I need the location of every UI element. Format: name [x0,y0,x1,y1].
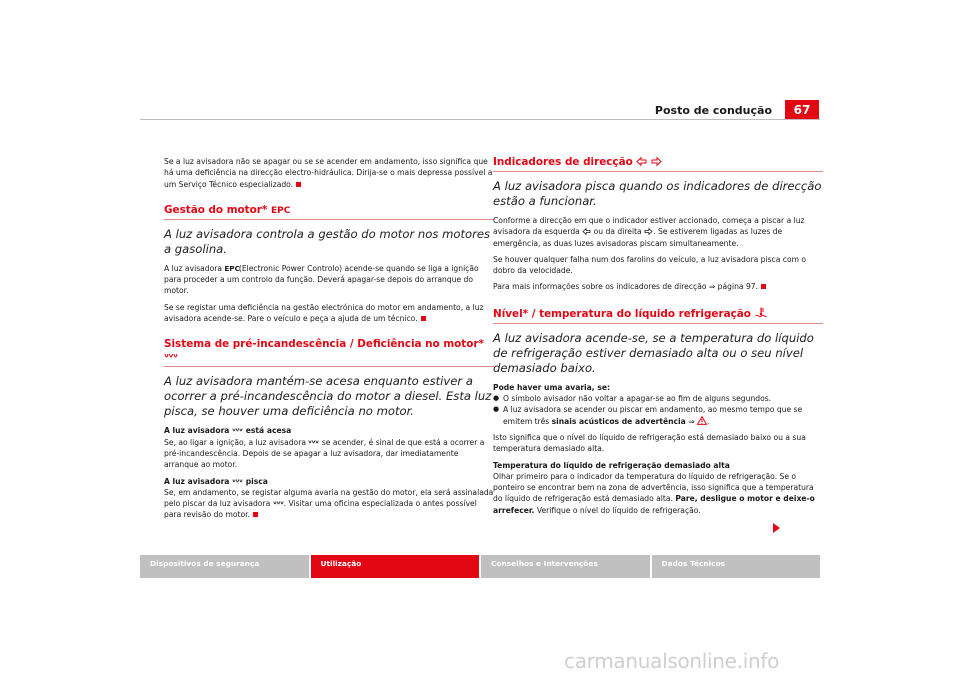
text: A luz avisadora se acender ou piscar em andamento, ao mesmo tempo que se emitem três [503,405,803,426]
bullet-list [493,393,823,427]
glow-plug-icon [232,478,243,485]
section-rule [493,323,823,324]
end-marker-icon [421,316,426,321]
text: A luz avisadora [164,426,230,436]
header-divider [140,119,820,120]
glow-plug-icon [273,500,284,507]
list-item: ● A luz avisadora se acender ou piscar em andamento, ao mesmo tempo que se emitem três sinais acústicos de advertência ⇒ . [493,404,823,427]
svg-text:EPC: EPC [270,205,291,216]
text: . Se estiverem ligadas as luzes de emergência, as duas luzes avisadoras piscam simultaneamente. [493,227,783,248]
coolant-temp-icon [755,307,767,318]
heading-text: Gestão do motor* [164,203,268,216]
epc-icon [270,204,291,216]
text: Verifique o nível do líquido de refrigeração. [536,505,701,515]
lead-text: A luz avisadora controla a gestão do motor nos motores a gasolina. [164,226,491,256]
left-column [164,156,494,526]
glow-plug-icon [164,352,178,361]
paragraph [493,471,823,516]
text: se acender, é sinal de que está a ocorrer a pré-incandescência. Depois de se apagar a luz avisadora, dar imediatamente arranque ao motor. [164,437,485,470]
paragraph: Isto significa que o nível do líquido de refrigeração está demasiado baixo ou a sua temperatura demasiado alta. [493,432,806,454]
section-rule [164,219,494,220]
paragraph: Se houver qualquer falha num dos farolins do veículo, a luz avisadora pisca com o dobro da velocidade. [493,254,807,276]
heading-coolant [493,307,823,321]
text: (Electronic Power Controlo) acende-se quando se liga a ignição para proceder a um controlo da função. Deverá apagar-se depois do arranque do motor. [164,263,479,296]
end-marker-icon [253,512,258,517]
tab-technical-data[interactable]: Dados Técnicos [652,555,821,578]
subheading [164,425,494,436]
header-title: Posto de condução [654,104,772,117]
list-item: ● O símbolo avisador não voltar a apagar-se ao fim de alguns segundos. [493,393,823,404]
tab-safety[interactable]: Dispositivos de segurança [140,555,309,578]
subheading [164,476,494,487]
paragraph [164,302,494,325]
glow-plug-icon [308,439,319,446]
paragraph [164,487,494,521]
right-column [493,156,823,521]
end-marker-icon [761,284,766,289]
text: Pare, desligue o motor e deixe-o arrefecer. [493,494,815,515]
heading-turn-signals [493,156,823,169]
warning-triangle-icon [697,416,707,425]
section-tabs [140,555,820,578]
text: Olhar primeiro para o indicador da temperatura do líquido de refrigeração. Se o ponteiro se encontrar bem na zona de advertência, isso significa que a temperatura do líquido de refrigeração está demasiado alta. [493,471,814,504]
text: pisca [245,476,268,486]
subheading: Temperatura do líquido de refrigeração demasiado alta [493,460,730,470]
text: Se, em andamento, se registar alguma avaria na gestão do motor, ela será assinalada pelo piscar da luz avisadora [164,487,494,509]
continue-arrow-icon [773,523,780,533]
section-rule [164,366,494,367]
turn-right-icon [644,228,653,235]
intro-text: Se a luz avisadora não se apagar ou se se acender em andamento, isso significa que há uma deficiência na direcção electro-hidráulica. Dirija-se o mais depressa possível a um Serviço Técnico especializado. [164,157,493,189]
turn-left-icon [636,157,647,166]
text: ou da direita [593,227,642,237]
lead-text: A luz avisadora acende-se, se a temperatura do líquido de refrigeração estiver demasiado alta ou o seu nível demasiado baixo. [493,330,814,375]
heading-text: Indicadores de direcção [493,156,633,168]
intro-paragraph [164,156,494,190]
lead-text: A luz avisadora mantém-se acesa enquanto estiver a ocorrer a pré-incandescência do motor a diesel. Esta luz pisca, se houver uma deficiência no motor. [164,374,492,419]
text: . Visitar uma oficina especializada o antes possível para revisão do motor. [164,499,477,520]
paragraph [164,437,494,471]
svg-text:EPC: EPC [224,264,241,274]
lead-text: A luz avisadora pisca quando os indicadores de direcção estão a funcionar. [493,179,822,208]
text: A luz avisadora [164,263,223,273]
subheading: Pode haver uma avaria, se: [493,382,611,392]
heading-text: Sistema de pré-incandescência / Deficiência no motor* [164,338,484,351]
tab-usage[interactable]: Utilização [311,555,480,578]
text: está acesa [245,426,292,436]
text: sinais acústicos de advertência [551,416,686,426]
paragraph [493,281,823,292]
section-rule [493,171,823,172]
heading-text: Nível* / temperatura do líquido refrigeração [493,307,751,320]
footer-watermark: carmanualsonline.info [564,649,780,673]
text: ⇒ [688,416,695,426]
paragraph [164,263,494,297]
paragraph [493,215,823,249]
page-number: 67 [785,100,819,120]
text: Se se registar uma deficiência na gestão electrónica do motor em andamento, a luz avisadora acende-se. Pare o veículo e peça a ajuda de um técnico. [164,302,484,324]
turn-right-icon [651,157,662,166]
heading-glow-plug [164,338,494,364]
text: Conforme a direcção em que o indicador estiver accionado, começa a piscar a luz avisadora da esquerda [493,216,805,237]
turn-left-icon [582,228,591,235]
text: A luz avisadora [164,476,230,486]
glow-plug-icon [232,427,243,434]
tab-advice[interactable]: Conselhos e Intervenções [481,555,650,578]
heading-engine-management [164,204,494,217]
text: Se, ao ligar a ignição, a luz avisadora [164,437,306,447]
text: Para mais informações sobre os indicadores de direcção ⇒ página 97. [493,282,759,292]
end-marker-icon [296,182,301,187]
epc-icon [224,264,241,274]
